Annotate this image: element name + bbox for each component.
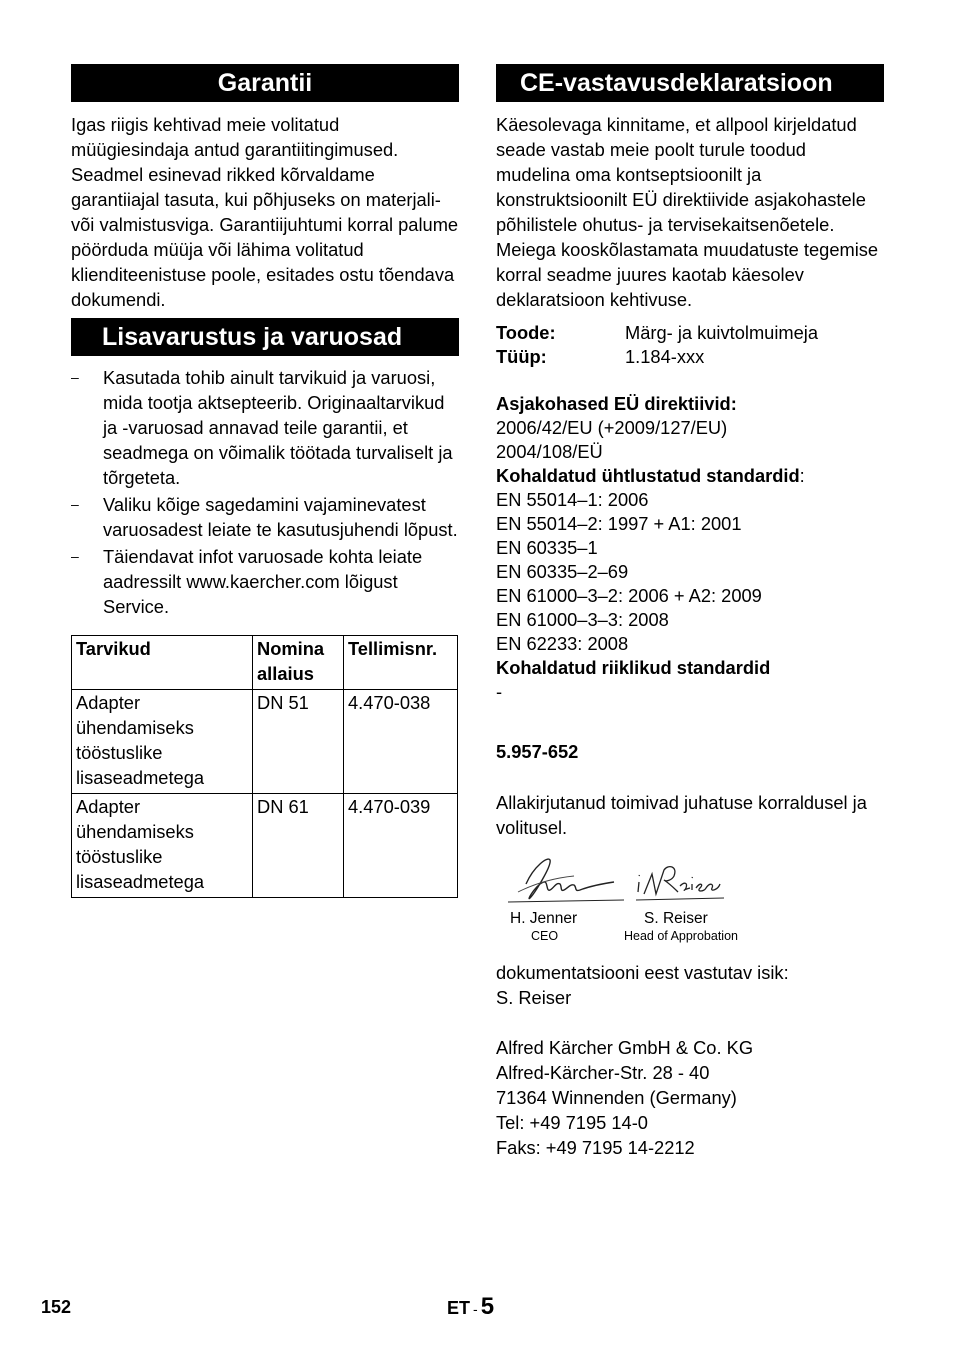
address-line: Faks: +49 7195 14-2212: [496, 1137, 695, 1158]
standard-item: EN 62233: 2008: [496, 633, 629, 654]
section-page-number: 5: [480, 1293, 495, 1320]
standard-item: EN 55014–1: 2006: [496, 489, 649, 510]
product-row: [496, 321, 884, 345]
standard-item: EN 61000–3–2: 2006 + A2: 2009: [496, 585, 762, 606]
national-value: -: [496, 681, 503, 702]
product-label: Toode:: [496, 322, 556, 343]
directive-item: 2006/42/EU (+2009/127/EU): [496, 417, 728, 438]
language-code: ET: [447, 1298, 471, 1318]
company-address: [496, 1035, 884, 1160]
type-value: 1.184-xxx: [625, 346, 705, 367]
table-cell: DN 61: [253, 794, 344, 898]
address-line: Alfred Kärcher GmbH & Co. KG: [496, 1037, 754, 1058]
signer1-name: H. Jenner: [510, 910, 578, 927]
signer1-role: CEO: [531, 929, 559, 943]
table-header-row: [72, 636, 458, 690]
signer2-name: S. Reiser: [644, 910, 708, 927]
accessories-list: [71, 365, 459, 619]
harmonised-colon: :: [799, 465, 805, 486]
document-number: 5.957-652: [496, 741, 579, 762]
directives-block: [496, 392, 884, 704]
product-value: Märg- ja kuivtolmuimeja: [625, 322, 819, 343]
address-line: 71364 Winnenden (Germany): [496, 1087, 737, 1108]
table-cell: Adapter ühendamiseks tööstuslike lisaseadmetega: [72, 794, 253, 898]
list-item: [71, 544, 459, 619]
list-item: [71, 492, 459, 542]
product-info: [496, 321, 884, 369]
list-item-text: Kasutada tohib ainult tarvikuid ja varuosi, mida tootja aktsepteerib. Originaaltarvikud ja -varuosad annavad teile garantii, et seadmega on võimalik töötada turvaliselt ja tõrgeteta.: [103, 367, 453, 488]
signer2-role: Head of Approbation: [624, 929, 738, 943]
signed-text: Allakirjutanud toimivad juhatuse korraldusel ja volitusel.: [496, 792, 867, 838]
section-heading-ce: CE-vastavusdeklaratsioon: [496, 64, 884, 102]
list-item-text: Täiendavat infot varuosade kohta leiate aadressilt www.kaercher.com lõigust Service.: [103, 546, 423, 617]
left-column: [71, 64, 459, 898]
column-header-order-number: Tellimisnr.: [344, 636, 458, 690]
section-heading-lisavarustus: Lisavarustus ja varuosad: [71, 318, 459, 356]
directives-heading: Asjakohased EÜ direktiivid:: [496, 393, 737, 414]
harmonised-heading-line: [496, 464, 884, 488]
dash-bullet: –: [71, 548, 79, 564]
directive-item: 2004/108/EÜ: [496, 441, 603, 462]
type-row: [496, 345, 884, 369]
responsible-block: [496, 960, 884, 1010]
address-line: Tel: +49 7195 14-0: [496, 1112, 648, 1133]
responsible-label: dokumentatsiooni eest vastutav isik:: [496, 962, 789, 983]
table-cell: Adapter ühendamiseks tööstuslike lisaseadmetega: [72, 690, 253, 794]
standard-item: EN 60335–2–69: [496, 561, 629, 582]
table-row: [72, 794, 458, 898]
signature-jenner-image: [504, 854, 626, 906]
standard-item: EN 55014–2: 1997 + A1: 2001: [496, 513, 742, 534]
address-line: Alfred-Kärcher-Str. 28 - 40: [496, 1062, 710, 1083]
column-header-nominal: Nomina allaius: [253, 636, 344, 690]
table-row: [72, 690, 458, 794]
ce-intro: Käesolevaga kinnitame, et allpool kirjeldatud seade vastab meie poolt turule toodud mudelina oma kontseptsioonilt ja konstruktsioonilt EÜ direktiivide asjakohastele põhilistele ohutus- ja tervisekaitsenõetele. Meiega kooskõlastamata muudatuste tegemise korral seadme juures kaotab käesolev deklaratsioon kehtivuse.: [496, 114, 879, 310]
table-cell: DN 51: [253, 690, 344, 794]
type-label: Tüüp:: [496, 346, 547, 367]
responsible-name: S. Reiser: [496, 987, 572, 1008]
list-item: [71, 365, 459, 490]
national-heading: Kohaldatud riiklikud standardid: [496, 657, 771, 678]
right-column: [496, 64, 884, 1160]
signatures: [496, 854, 884, 943]
standard-item: EN 61000–3–3: 2008: [496, 609, 669, 630]
signature-reiser-image: [634, 854, 726, 906]
accessories-table: [71, 635, 458, 898]
garantii-text: Igas riigis kehtivad meie volitatud müügiesindaja antud garantiitingimused. Seadmel esinevad rikked kõrvaldame garantiiajal tasuta, kui põhjuseks on materjali- või valmistusviga. Garantiijuhtumi korral palume pöörduda müüja või lähima volitatud klienditeenistuse poole, esitades ostu tõendava dokumendi.: [71, 114, 459, 310]
harmonised-heading: Kohaldatud ühtlustatud standardid: [496, 465, 800, 486]
standard-item: EN 60335–1: [496, 537, 598, 558]
dash-bullet: –: [71, 496, 79, 512]
footer-separator: -: [473, 1301, 478, 1317]
page-number: 152: [41, 1297, 72, 1317]
list-item-text: Valiku kõige sagedamini vajaminevatest varuosadest leiate te kasutusjuhendi lõpust.: [103, 494, 458, 540]
section-page-label: [447, 1293, 494, 1321]
dash-bullet: –: [71, 369, 79, 385]
table-cell: 4.470-038: [344, 690, 458, 794]
column-header-tarvikud: Tarvikud: [72, 636, 253, 690]
table-cell: 4.470-039: [344, 794, 458, 898]
section-heading-garantii: Garantii: [71, 64, 459, 102]
